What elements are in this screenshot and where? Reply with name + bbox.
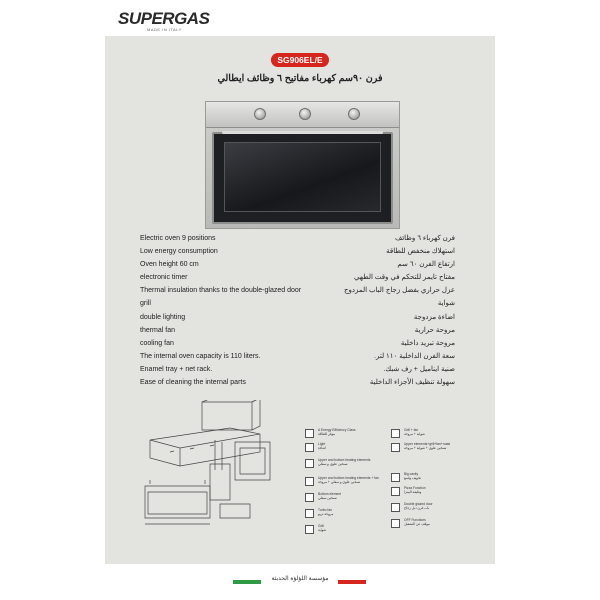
front-view-diagram [145, 480, 250, 524]
feature-ar: صنية ايناميل + رف شبك. [383, 365, 455, 373]
feature-row [140, 324, 455, 337]
oven-image [205, 101, 400, 229]
icon-label: OFF Functions موقف عن التشغيل [404, 518, 430, 527]
icon-label: Light اضاءة [318, 442, 326, 451]
feature-ar: سهولة تنظيف الأجزاء الداخلية [369, 379, 455, 387]
feature-row [140, 311, 455, 324]
icon-label: Upper and bottom heating elements + fan تسخين علوي و سفلي + مروحة [318, 476, 379, 485]
feature-en: Low energy consumption [140, 248, 218, 256]
door-handle [222, 131, 383, 134]
feature-row [140, 363, 455, 376]
feature-ar: اضاءة مزدوجة [413, 313, 455, 321]
feature-en: Oven height 60 cm [140, 261, 199, 269]
icon-item [305, 458, 393, 478]
upper-elements-icon [391, 443, 400, 452]
feature-ar: مفتاح تايمر للتحكم في وقت الطهي [354, 274, 455, 282]
function-icons [305, 428, 485, 548]
feature-en: Ease of cleaning the internal parts [140, 379, 246, 387]
installation-diagram [150, 400, 260, 470]
feature-en: cooling fan [140, 339, 174, 347]
feature-ar: عزل حراري بفضل زجاج الباب المزدوج [344, 287, 455, 295]
grill-icon [305, 525, 314, 534]
turbo-fan-icon [305, 509, 314, 518]
feature-row [140, 284, 455, 297]
product-title-ar: فرن ٩٠سم كهرباء مفاتيح ٦ وظائف ايطالي [217, 73, 383, 84]
icon-label: Double glazed door باب فرن دبل زجاج [404, 502, 433, 511]
feature-row [140, 297, 455, 310]
feature-row [140, 258, 455, 271]
feature-en: electronic timer [140, 274, 188, 282]
features-list [140, 232, 455, 389]
icon-label: Turbo fan مروحة تربو [318, 508, 334, 517]
feature-en: Enamel tray + net rack. [140, 365, 213, 373]
feature-row [140, 271, 455, 284]
icon-label: Grill + fan شواية + مروحة [404, 428, 425, 437]
feature-en: grill [140, 300, 151, 308]
icon-label: Big cavity تجويف واسع [404, 472, 422, 481]
footer-company-name: مؤسسة اللؤلؤة الحديثة [271, 576, 329, 582]
upper-bottom-heating-icon [305, 459, 314, 468]
grill-fan-icon [391, 429, 400, 438]
icon-label: Bottom element تسخين سفلي [318, 492, 342, 501]
feature-ar: سعة الفرن الداخلية ١١٠ لتر. [374, 352, 455, 360]
control-panel [206, 102, 399, 128]
feature-row [140, 245, 455, 258]
icon-label: Upper elements+grill+fan+roast تسخين علوي + شواية + مروحة [404, 442, 451, 451]
footer-line-red [338, 580, 366, 584]
icon-label: Pizza Function وظيفة البيتزا [404, 486, 426, 495]
upper-bottom-fan-icon [305, 477, 314, 486]
footer-line-green [233, 580, 261, 584]
knob-icon [348, 108, 360, 120]
header [0, 0, 600, 36]
oven-window [224, 142, 381, 212]
big-cavity-icon [391, 473, 400, 482]
bottom-element-icon [305, 493, 314, 502]
energy-class-icon [305, 429, 314, 438]
feature-row [140, 232, 455, 245]
knob-icon [299, 108, 311, 120]
icon-item [391, 518, 479, 538]
pizza-function-icon [391, 487, 400, 496]
icon-label: Upper and bottom heating elements تسخين علوي و سفلي [318, 458, 371, 467]
icon-label: Grill شواية [318, 524, 327, 533]
feature-ar: شواية [437, 300, 455, 308]
brand-tagline: MADE IN ITALY [147, 27, 182, 32]
feature-row [140, 376, 455, 389]
feature-ar: ارتفاع الفرن ٦٠ سم [397, 261, 455, 269]
feature-ar: استهلاك منخفض للطاقة [386, 248, 455, 256]
icon-label: A Energy Efficiency Class موفر للطاقة [318, 428, 356, 437]
dimension-diagrams [140, 400, 300, 540]
feature-en: double lighting [140, 313, 186, 321]
feature-ar: مروحة حرارية [414, 326, 455, 334]
off-functions-icon [391, 519, 400, 528]
icon-item [305, 524, 393, 544]
feature-en: The internal oven capacity is 110 liters. [140, 352, 261, 360]
feature-row [140, 350, 455, 363]
knob-icon [254, 108, 266, 120]
double-glazed-door-icon [391, 503, 400, 512]
model-badge: SG906EL/E [271, 53, 329, 67]
icon-item [391, 442, 479, 462]
feature-ar: مروحة تبريد داخلية [400, 339, 455, 347]
feature-en: Electric oven 9 positions [140, 235, 216, 242]
oven-door [212, 132, 393, 224]
feature-en: Thermal insulation thanks to the double-glazed door [140, 287, 302, 295]
light-icon [305, 443, 314, 452]
feature-row [140, 337, 455, 350]
feature-ar: فرن كهرباء ٦ وظائف [394, 235, 455, 242]
side-view-diagram [210, 442, 270, 500]
feature-en: thermal fan [140, 326, 176, 334]
brand-logo: SUPERGAS [118, 9, 210, 28]
